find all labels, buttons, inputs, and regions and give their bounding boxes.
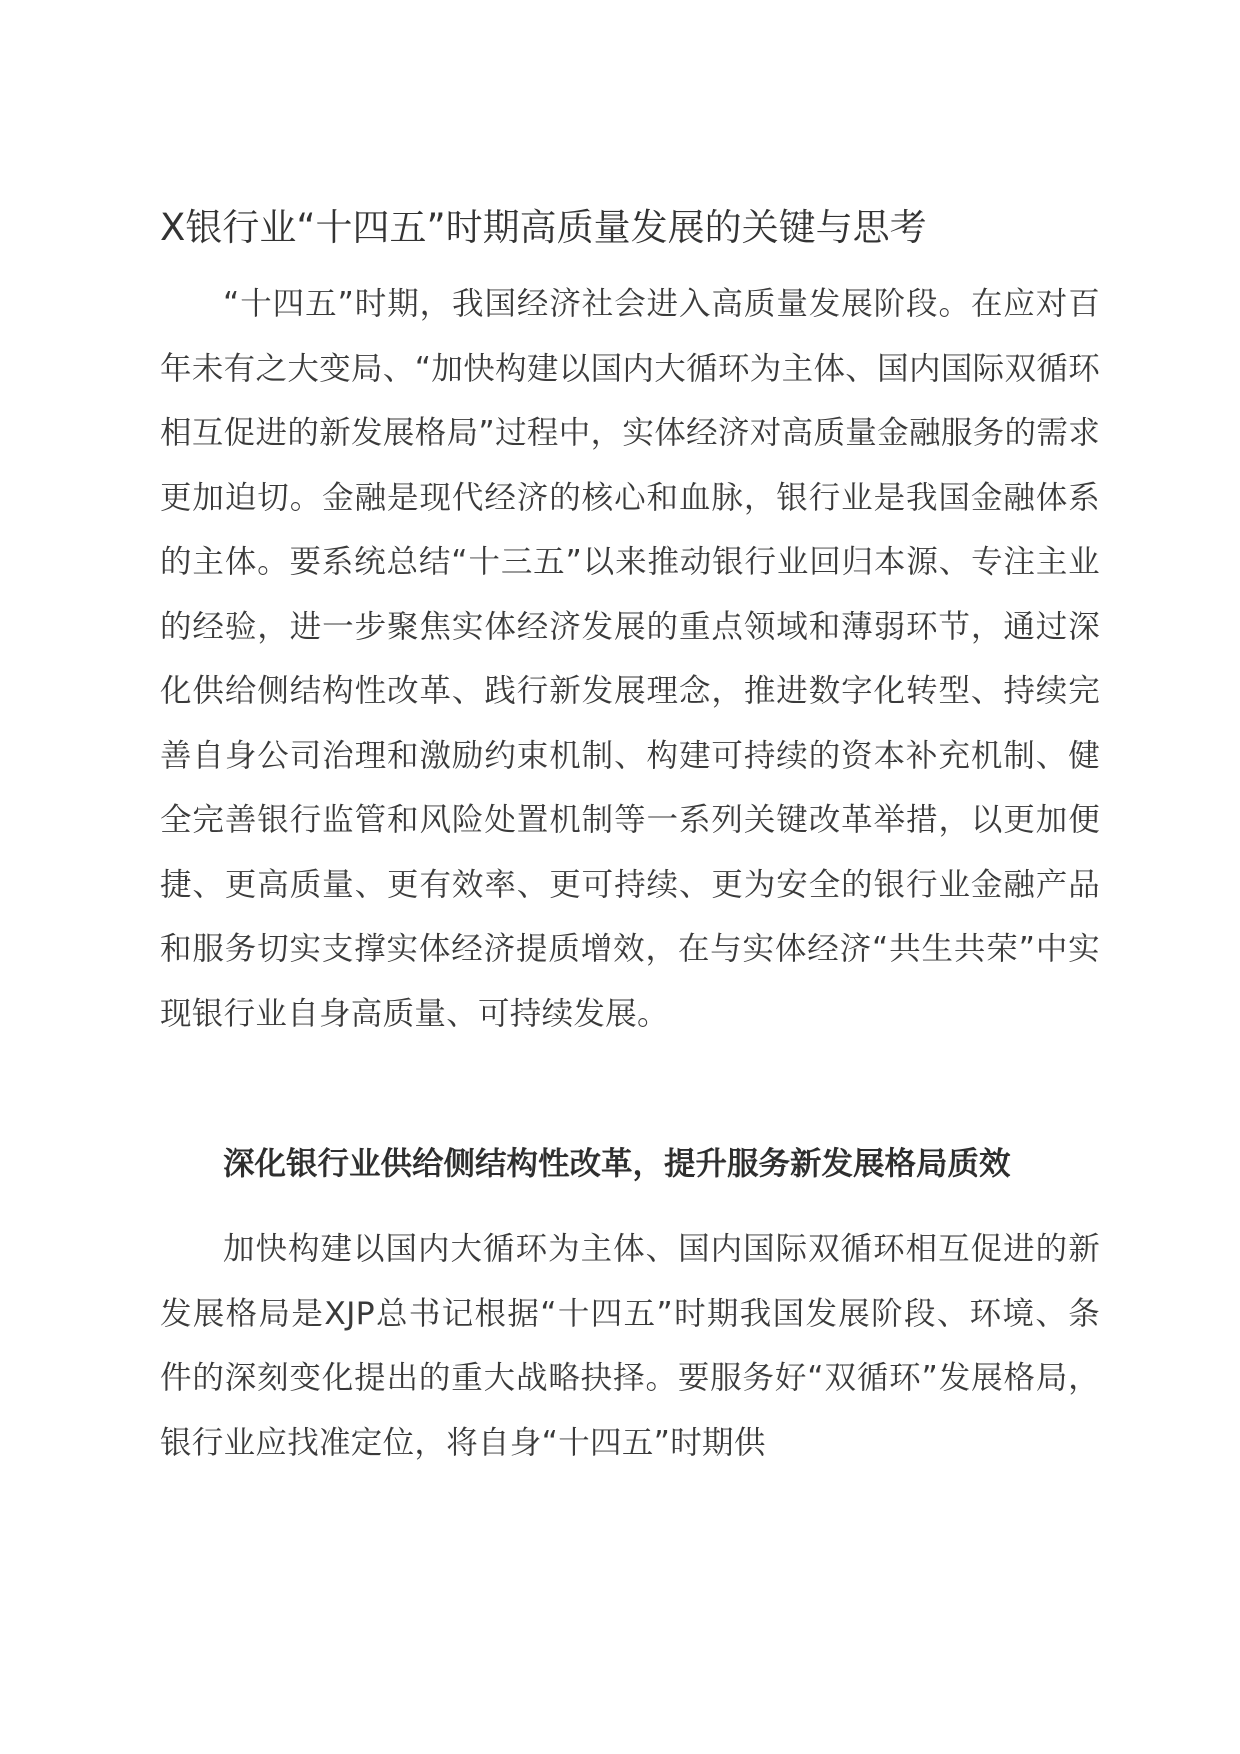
body-paragraph: 加快构建以国内大循环为主体、国内国际双循环相互促进的新发展格局是XJP总书记根据“十四五”时期我国发展阶段、环境、条件的深刻变化提出的重大战略抉择。要服务好“双循环”发展格局，银行业应找准定位，将自身“十四五”时期供 <box>160 1231 1100 1461</box>
section-heading: 深化银行业供给侧结构性改革，提升服务新发展格局质效 <box>223 1146 1011 1182</box>
document-title: X银行业“十四五”时期高质量发展的关键与思考 <box>160 206 927 249</box>
intro-paragraph: “十四五”时期，我国经济社会进入高质量发展阶段。在应对百年未有之大变局、“加快构建以国内大循环为主体、国内国际双循环相互促进的新发展格局”过程中，实体经济对高质量金融服务的需求更加迫切。金融是现代经济的核心和血脉，银行业是我国金融体系的主体。要系统总结“十三五”以来推动银行业回归本源、专注主业的经验，进一步聚焦实体经济发展的重点领域和薄弱环节，通过深化供给侧结构性改革、践行新发展理念，推进数字化转型、持续完善自身公司治理和激励约束机制、构建可持续的资本补充机制、健全完善银行监管和风险处置机制等一系列关键改革举措，以更加便捷、更高质量、更有效率、更可持续、更为安全的银行业金融产品和服务切实支撑实体经济提质增效，在与实体经济“共生共荣”中实现银行业自身高质量、可持续发展。 <box>160 286 1100 1032</box>
